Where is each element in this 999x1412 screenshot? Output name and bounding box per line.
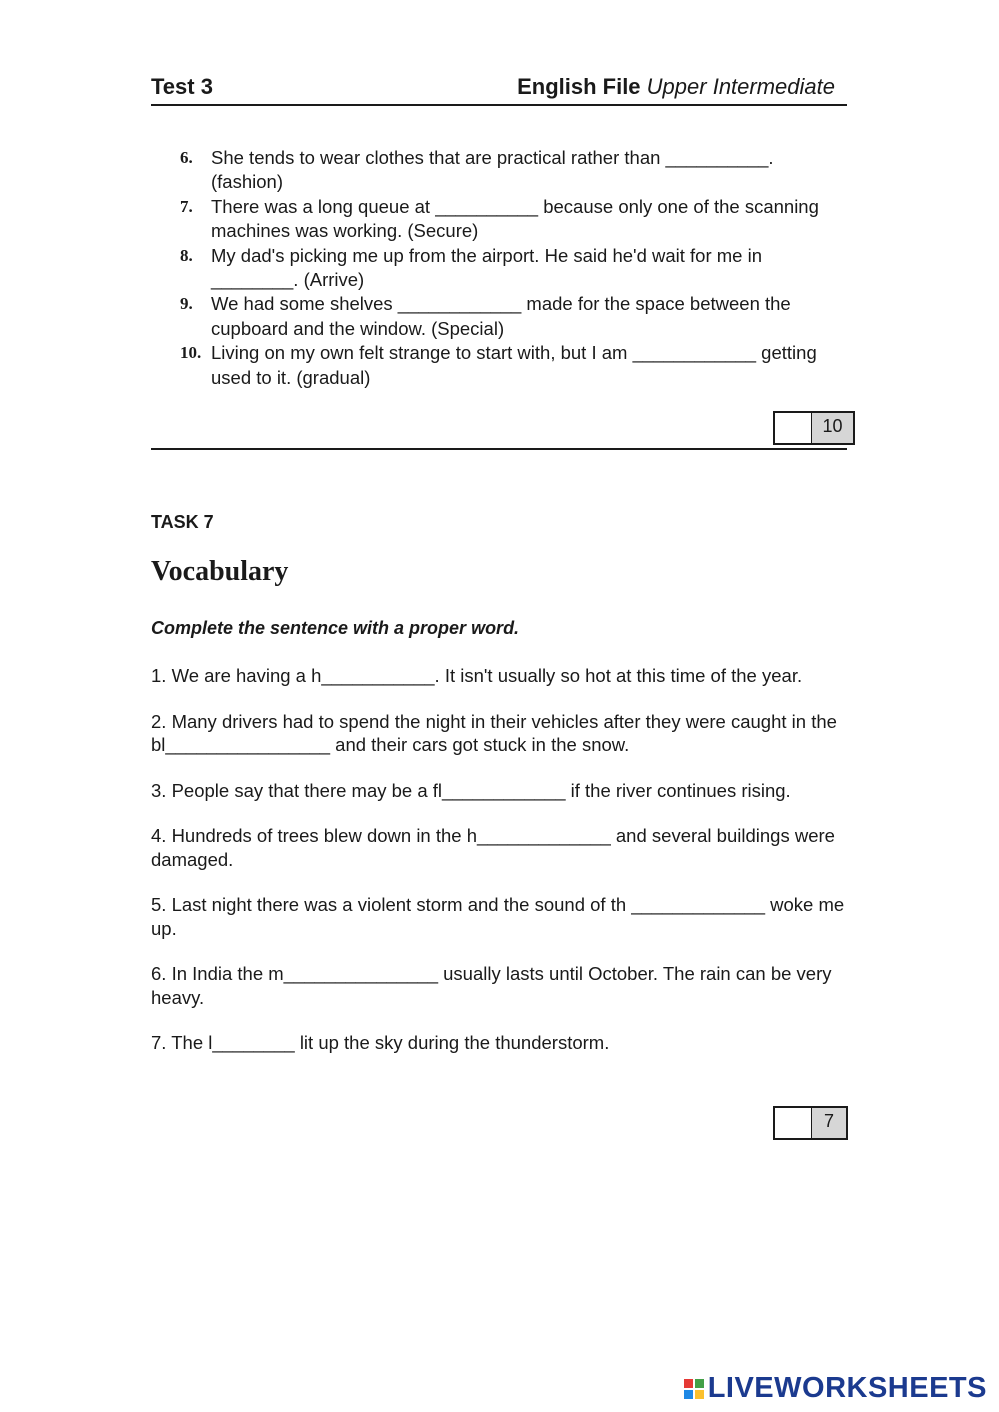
section-title: Vocabulary <box>151 556 289 587</box>
item-text: My dad's picking me up from the airport. He said he'd wait for me in ________. (Arrive) <box>211 244 762 291</box>
book-title-bold: English File <box>517 74 641 99</box>
instruction-text: Complete the sentence with a proper word. <box>151 618 520 638</box>
task7-sentence-list <box>151 664 851 1077</box>
item-text: She tends to wear clothes that are practical rather than __________. (fashion) <box>211 147 774 193</box>
sentence-item: 2. Many drivers had to spend the night in their vehicles after they were caught in the bl________________ and their cars got stuck in the snow. <box>151 710 837 755</box>
exercise-item <box>180 244 850 293</box>
sentence-item: 6. In India the m_______________ usually lasts until October. The rain can be very heavy. <box>151 963 832 1008</box>
score-total: 10 <box>812 413 853 443</box>
sentence-item: 4. Hundreds of trees blew down in the h_____________ and several buildings were damaged. <box>151 825 835 870</box>
item-text: There was a long queue at __________ because only one of the scanning machines was working. (Secure) <box>211 195 819 242</box>
item-number: 6. <box>180 148 193 167</box>
item-number: 8. <box>180 245 193 265</box>
task-label: TASK 7 <box>151 512 214 532</box>
page-header <box>151 74 847 106</box>
logo-text: LIVEWORKSHEETS <box>707 1372 987 1404</box>
score-total: 7 <box>812 1108 846 1138</box>
task7-score-box <box>773 1106 848 1140</box>
score-entry-field[interactable] <box>775 1108 812 1138</box>
item-text: Living on my own felt strange to start with, but I am ____________ getting used to it. (gradual) <box>211 342 817 388</box>
exercise-item <box>180 195 850 244</box>
sentence-item: 5. Last night there was a violent storm and the sound of th _____________ woke me up. <box>151 894 845 939</box>
exercise-item <box>180 341 850 390</box>
book-title-level: Upper Intermediate <box>646 74 835 99</box>
exercise-item <box>180 146 850 195</box>
score-entry-field[interactable] <box>775 413 812 443</box>
section-divider <box>151 448 847 450</box>
item-number: 10. <box>180 343 202 363</box>
logo-squares-icon <box>684 1379 704 1399</box>
item-number: 9. <box>180 294 193 314</box>
test-label: Test 3 <box>151 74 213 99</box>
book-title <box>517 74 835 100</box>
exercise-item <box>180 292 850 341</box>
task6-score-box <box>773 411 855 445</box>
liveworksheets-logo <box>684 1372 987 1405</box>
item-number: 7. <box>180 196 193 216</box>
task6-exercise-list <box>180 146 850 390</box>
sentence-item: 1. We are having a h___________. It isn't usually so hot at this time of the year. <box>151 665 803 686</box>
sentence-item: 3. People say that there may be a fl____________ if the river continues rising. <box>151 779 791 801</box>
sentence-item: 7. The l________ lit up the sky during the thunderstorm. <box>151 1032 610 1053</box>
item-text: We had some shelves ____________ made for the space between the cupboard and the window. (Special) <box>211 293 791 339</box>
